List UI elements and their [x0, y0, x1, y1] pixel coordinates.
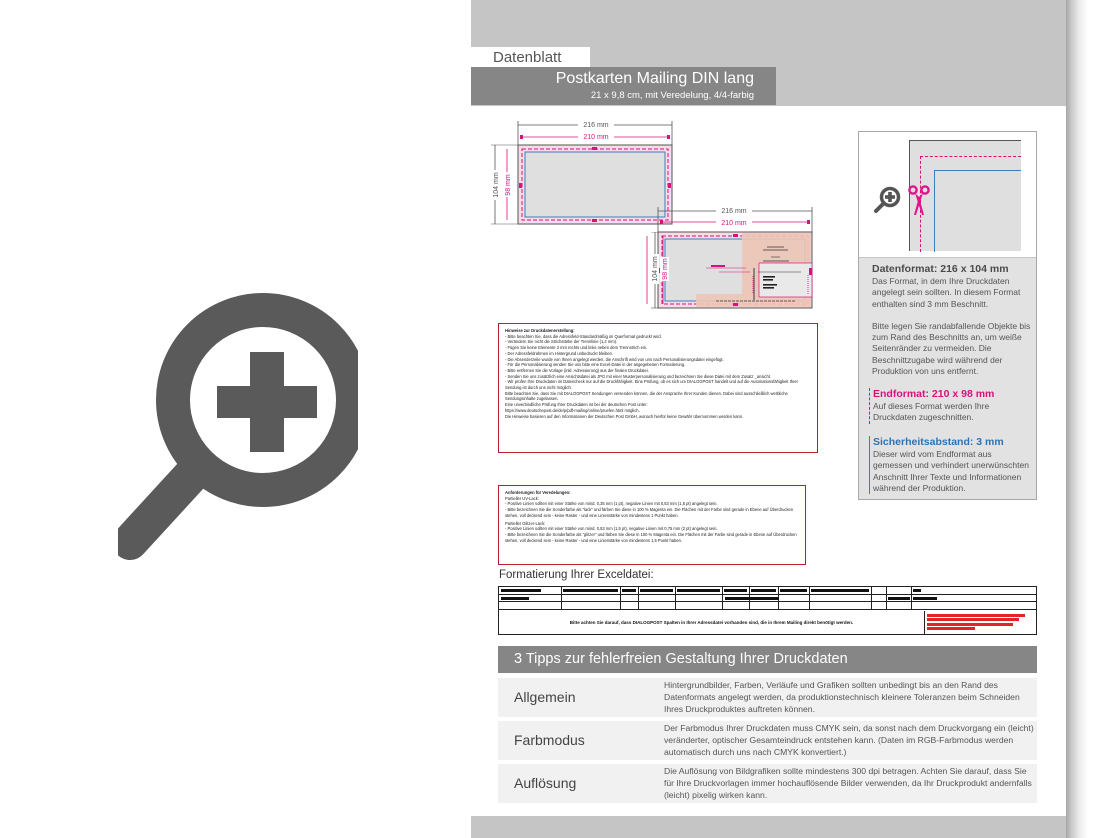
svg-text:210 mm: 210 mm: [583, 134, 609, 141]
list-item: - Fügen Sie keine Elemente 3 mm rechts und links neben dem Trennstrich ein.: [505, 345, 648, 351]
excel-warning: [924, 611, 1036, 634]
tip-aufloesung: [498, 764, 1037, 803]
datenformat-note: Bitte legen Sie randabfallende Objekte bis zum Rand des Beschnitts an, um weiße Seitenränder zu vermeiden. Die Beschnittzugabe wird während der Produktion von uns entfernt.: [872, 320, 1031, 377]
zoom-in-icon[interactable]: [118, 270, 358, 570]
druckdaten-hinweise-box: [498, 323, 818, 453]
product-subtitle: 21 x 9,8 cm, mit Veredelung, 4/4-farbig: [590, 90, 754, 101]
list-item: - Bitte entfernen Sie die Vorlage (inkl. Adressierung) aus der finalen Druckdatei.: [505, 367, 649, 373]
svg-text:104 mm: 104 mm: [493, 172, 500, 198]
veredelung-anforderungen-box: [498, 485, 806, 565]
list-item: - Für die Personalisierung senden Sie uns bitte eine Excel-Datei in der angegebenen Formatierung.: [505, 362, 686, 368]
sicherheitsabstand-text: Dieser wird vom Endformat aus gemessen und verhindert unerwünschten Anschnitt Ihrer Texte und Informationen während der Produktion.: [873, 449, 1029, 493]
list-item: - Wir prüfen Ihre Druckdaten im Datencheck nur auf die Druckfähigkeit. Eine Prüfung, ob es sich um DIALOGPOST handelt und auf die Automationsfähigkeit Ihrer Sendung ist durch uns nicht möglich.: [505, 379, 799, 391]
safety-line-vertical: [934, 170, 935, 252]
tip-label: Farbmodus: [514, 732, 585, 748]
safety-line: [934, 170, 1021, 171]
tip-text: Die Auflösung von Bildgrafiken sollte mindestens 300 dpi betragen. Achten Sie darauf, dass Sie für Ihre Druckvorlagen immer hochauflösende Bilder verwenden, da Ihr Druckprodukt andernfalls (leicht) pixelig wirken kann.: [664, 766, 1032, 800]
list-item: - Bitte beachten Sie, dass die Adressfeld-Standardmäßig im Querformat gedruckt wird.: [505, 333, 662, 339]
bleed-preview: [859, 132, 1036, 258]
tip-allgemein: [498, 678, 1037, 717]
list-item: https://www.deutschepost.de/de/p/pdf-mailing/online/pruefen.html möglich.: [505, 407, 640, 413]
sicherheitsabstand-title: Sicherheitsabstand: 3 mm: [873, 436, 1004, 448]
back-height-dimensions: [649, 232, 669, 310]
tip-text: Der Farbmodus Ihrer Druckdaten muss CMYK sein, da sonst nach dem Druckvorgang ein (leicht) veränderter, optischer Gesamteindruck entstehen kann. (Daten im RGB-Farbmodus werden automatisch durch uns nach CMYK konvertiert.): [664, 723, 1034, 757]
list-item: Eine unverbindliche Prüfung Ihrer Druckdaten ist bei der deutschen Post unter:: [505, 402, 648, 408]
scissors-icon: [908, 184, 930, 218]
zoom-in-icon[interactable]: [872, 185, 902, 215]
list-item: - Die Absenderzeile wurde von Ihnen angelegt werden, die Anschrift wird von uns nach Personalisierungsdatei eingefügt.: [505, 356, 724, 362]
datenformat-text: Das Format, in dem Ihre Druckdaten angelegt sein sollten. In diesem Format enthalten sind 3 mm Beschnitt.: [872, 276, 1021, 309]
endformat-title: Endformat: 210 x 98 mm: [873, 388, 995, 400]
product-title-bar: [471, 67, 776, 105]
tip-label: Auflösung: [514, 775, 577, 791]
endformat-section: [869, 388, 1029, 424]
excel-format-table: [498, 586, 1037, 635]
uv-lack-heading: Partieller UV-Lack:: [505, 495, 539, 501]
svg-text:104 mm: 104 mm: [652, 256, 659, 282]
list-item: Die Hinweise basieren auf den Informationen der Deutschen Post GmbH, wonach hierfür keine Gewähr übernommen werden kann.: [505, 413, 744, 419]
endformat-line: [920, 156, 1021, 157]
sicherheitsabstand-section: [869, 436, 1029, 494]
glitzer-lack-heading: Partieller Glitzer-Lack:: [505, 520, 546, 526]
datenblatt-tab: Datenblatt: [471, 47, 590, 67]
svg-text:98 mm: 98 mm: [505, 174, 512, 196]
tip-text: Hintergrundbilder, Farben, Verläufe und Grafiken sollten unbedingt bis an den Rand des Datenformats angelegt werden, da produktionstechnisch kleinere Toleranzen beim Schneiden Ihres Druckproduktes auftreten können.: [664, 680, 1020, 714]
list-item: - Verändern Sie nicht die Strichstärke der Trennlinie (1,2 mm).: [505, 339, 618, 345]
list-item: - Bitte bezeichnen Sie die Sonderfarbe als "glitzer" und färben Sie diese in 100 % Magenta ein. Die Flächen mit der Farbe sind gerade in Ebene auf Überdrucken stehen, voll deckend sein - keine Raster - und eine Linienstärke von mindestens 1,5 Punkt haben.: [505, 531, 797, 543]
svg-text:216 mm: 216 mm: [721, 208, 747, 215]
list-item: - Der Adressfeldrahmen im Hintergrund unbedruckt bleiben.: [505, 350, 614, 356]
svg-text:98 mm: 98 mm: [662, 258, 669, 280]
excel-format-title: Formatierung Ihrer Exceldatei:: [499, 569, 654, 581]
table-row: [499, 602, 1036, 610]
list-item: - Positive Linien sollten mit einer Stärke von mind. 0,53 mm (1,5 pt), negative Linien mit 0,75 mm (2 pt) angelegt sein.: [505, 526, 718, 532]
svg-text:210 mm: 210 mm: [721, 220, 747, 227]
list-item: - Bitte bezeichnen Sie die Sonderfarbe als "lack" und färben Sie diese in 100 % Magenta ein. Die Flächen mit der Farbe sind gerade in Ebene auf Überdrucken stehen, voll deckend sein - keine Raster - und eine Linienstärke von mindestens 1 Punkt haben.: [505, 507, 794, 518]
veredelung-title: Anforderungen für Veredelungen:: [505, 490, 571, 495]
datenformat-title: Datenformat: 216 x 104 mm: [872, 263, 1009, 275]
format-info-panel: [858, 131, 1037, 500]
excel-notice: Bitte achten Sie darauf, dass DIALOGPOST Spalten in Ihrer Adressdatei vorhanden sind, die in Ihrem Mailing direkt benötigt werden.: [569, 620, 854, 625]
svg-text:216 mm: 216 mm: [583, 122, 609, 129]
hinweise-list: [505, 334, 811, 420]
page-shadow: [1066, 0, 1088, 838]
tip-farbmodus: [498, 721, 1037, 760]
list-item: - Positive Linien sollten mit einer Stärke von mind. 0,35 mm (1 pt), negative Linien mit 0,53 mm (1,5 pt) angelegt sein.: [505, 501, 718, 507]
product-title: Postkarten Mailing DIN lang: [555, 70, 754, 87]
tip-label: Allgemein: [514, 689, 576, 705]
footer-band: [471, 816, 1066, 838]
datenformat-section: [872, 263, 1032, 377]
back-format-diagram: [646, 200, 846, 310]
list-item: - Senden Sie uns zusätzlich eine Ansichtsdatei als JPG mit einer Musterpersonalisierung und bezeichnen Sie diese Datei mit dem Zusatz _ansicht.: [505, 373, 772, 379]
tips-header: 3 Tipps zur fehlerfreien Gestaltung Ihrer Druckdaten: [498, 646, 1037, 673]
hinweise-title: Hinweise zur Druckdatenerstellung:: [505, 328, 575, 333]
list-item: Bitte beachten Sie, dass Sie mit DIALOGPOST Sendungen versenden können, die der Ansprache Ihrer Kunden dienen. Dabei sind ausschließlich werbliche Sendungsinhalte zugelassen.: [505, 390, 788, 402]
endformat-text: Auf dieses Format werden Ihre Druckdaten zugeschnitten.: [873, 401, 990, 423]
datasheet-page: [471, 0, 1066, 838]
